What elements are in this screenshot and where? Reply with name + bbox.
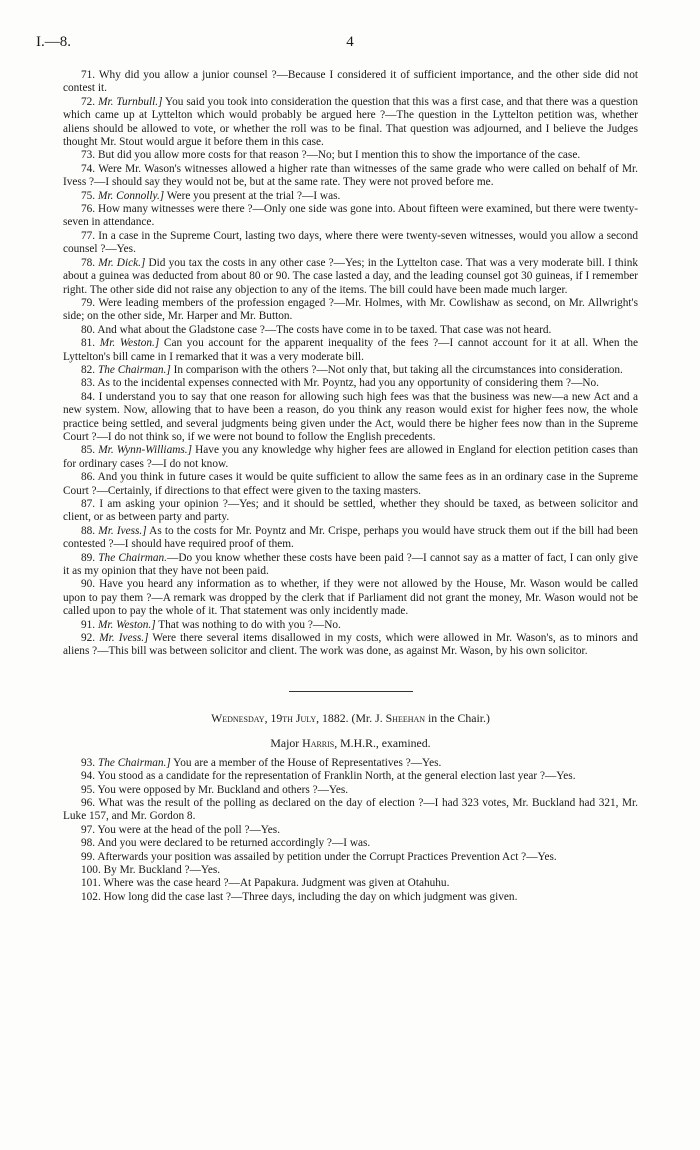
- evidence-paragraph: [63, 578, 638, 618]
- question-number: 88.: [81, 524, 99, 537]
- evidence-paragraph: [63, 337, 638, 364]
- paragraph-text: 99. Afterwards your position was assailed by petition under the Corrupt Practices Prevention Act ?—Yes.: [81, 850, 557, 863]
- section-divider: [289, 691, 413, 692]
- paragraph-text: 95. You were opposed by Mr. Buckland and others ?—Yes.: [81, 783, 349, 796]
- paragraph-text: 87. I am asking your opinion ?—Yes; and it should be settled, whether they should be taxed, as between solicitor and client, or as between party and party.: [63, 498, 638, 524]
- question-number: 85.: [81, 444, 99, 457]
- evidence-paragraph: [63, 837, 638, 850]
- evidence-paragraph: [63, 864, 638, 877]
- question-number: 78.: [81, 256, 99, 269]
- paragraph-text: 71. Why did you allow a junior counsel ?—Because I considered it of sufficient importance, and the other side did not contest it.: [63, 69, 638, 95]
- evidence-paragraph: [63, 149, 638, 162]
- witness-prefix: Major: [270, 736, 303, 751]
- question-number: 89.: [81, 551, 99, 564]
- evidence-paragraph: [63, 391, 638, 445]
- evidence-paragraph: [63, 632, 638, 659]
- paragraph-text: 98. And you were declared to be returned accordingly ?—I was.: [81, 837, 371, 850]
- speaker-name: The Chairman.]: [97, 756, 171, 769]
- paragraph-text: 76. How many witnesses were there ?—Only one side was gone into. About fifteen were examined, but there were twenty-seven in attendance.: [63, 203, 638, 229]
- speaker-name: Mr. Weston.]: [99, 337, 160, 350]
- evidence-paragraph: [63, 324, 638, 337]
- paragraph-text: 101. Where was the case heard ?—At Papakura. Judgment was given at Otahuhu.: [81, 877, 450, 890]
- witness-heading: [63, 737, 638, 750]
- question-number: 75.: [81, 189, 98, 202]
- paragraph-text: 84. I understand you to say that one reason for allowing such high fees was that the business was new—a new Act and a new system. Now, allowing that to have been a reason, do you think any reason would exist for higher fees now, the whole practice being settled, and several judgments being given under the Act, would there be higher fees now than in the Supreme Court ?—I do not think so, if we were not bound to follow the English precedents.: [63, 390, 638, 443]
- paragraph-text: Have you any knowledge why higher fees are allowed in England for election petition cases than for ordinary cases ?—I do not know.: [63, 444, 639, 470]
- question-number: 72.: [81, 95, 99, 108]
- paragraph-text: 86. And you think in future cases it would be quite sufficient to allow the same fees as in an ordinary case in the Supreme Court ?—Certainly, if directions to that effect were given to the taxing masters.: [63, 471, 638, 497]
- evidence-paragraph: [63, 770, 638, 783]
- speaker-name: Mr. Weston.]: [97, 618, 156, 631]
- evidence-paragraph: [63, 203, 638, 230]
- evidence-paragraph: [63, 471, 638, 498]
- session-chair-name: Sheehan: [385, 710, 426, 725]
- evidence-paragraph: [63, 619, 638, 632]
- question-number: 93.: [81, 756, 98, 769]
- question-number: 81.: [81, 337, 100, 350]
- paragraph-text: In comparison with the others ?—Not only that, but taking all the circumstances into consideration.: [170, 363, 623, 376]
- paragraph-text: 100. By Mr. Buckland ?—Yes.: [81, 863, 221, 876]
- evidence-paragraph: [63, 552, 638, 579]
- speaker-name: Mr. Wynn-Williams.]: [98, 444, 192, 457]
- paper-reference: I.—8.: [36, 34, 71, 50]
- speaker-name: The Chairman.: [98, 551, 168, 564]
- evidence-paragraphs-top: [63, 69, 638, 659]
- speaker-name: Mr. Turnbull.]: [98, 95, 163, 108]
- evidence-paragraph: [63, 190, 638, 203]
- paragraph-text: You are a member of the House of Representatives ?—Yes.: [170, 756, 442, 769]
- question-number: 91.: [81, 618, 98, 631]
- evidence-paragraph: [63, 257, 638, 297]
- speaker-name: The Chairman.]: [97, 363, 171, 376]
- paragraph-text: Can you account for the apparent inequality of the fees ?—I cannot account for it at all. When the Lyttelton's bill came in I remarked that it was a very moderate bill.: [63, 337, 638, 363]
- evidence-paragraph: [63, 525, 638, 552]
- evidence-paragraph: [63, 498, 638, 525]
- question-number: 82.: [81, 363, 98, 376]
- paragraph-text: Did you tax the costs in any other case ?—Yes; in the Lyttelton case. That was a very moderate bill. I think about a guinea was deducted from about 80 or 90. The case lasted a day, and the leading counsel got 30 guineas, if I remember right. The other side did not raise any objection to any of the items. The bill could have been made much larger.: [63, 256, 638, 296]
- evidence-paragraph: [63, 297, 638, 324]
- paragraph-text: 83. As to the incidental expenses connected with Mr. Poyntz, had you any opportunity of considering them ?—No.: [81, 377, 599, 390]
- witness-suffix: , M.H.R., examined.: [334, 736, 431, 751]
- evidence-paragraph: [63, 69, 638, 96]
- evidence-paragraph: [63, 364, 638, 377]
- paragraph-text: 94. You stood as a candidate for the representation of Franklin North, at the general election last year ?—Yes.: [81, 770, 576, 783]
- paragraph-text: 79. Were leading members of the profession engaged ?—Mr. Holmes, with Mr. Cowlishaw as second, on Mr. Allwright's side; on the other side, Mr. Harper and Mr. Button.: [63, 296, 638, 323]
- paragraph-text: 97. You were at the head of the poll ?—Yes.: [81, 823, 281, 836]
- session-day: Wednesday: [211, 710, 265, 725]
- paragraph-text: 90. Have you heard any information as to whether, if they were not allowed by the House, Mr. Wason would be called upon to pay them ?—A remark was dropped by the clerk that if Parliament did not grant the money, Mr. Wason would not be called upon to pay the whole of it. That statement was only incidently made.: [63, 578, 638, 618]
- evidence-paragraph: [63, 377, 638, 390]
- evidence-paragraph: [63, 230, 638, 257]
- speaker-name: Mr. Dick.]: [98, 256, 146, 269]
- session-year: , 1882. (Mr. J.: [316, 710, 386, 725]
- paragraph-text: 102. How long did the case last ?—Three days, including the day on which judgment was given.: [81, 890, 518, 903]
- question-number: 92.: [81, 632, 100, 645]
- evidence-paragraph: [63, 96, 638, 150]
- evidence-paragraphs-bottom: [63, 757, 638, 904]
- paragraph-text: 96. What was the result of the polling as declared on the day of election ?—I had 323 votes, Mr. Buckland had 321, Mr. Luke 157, and Mr. Gordon 8.: [63, 796, 638, 823]
- speaker-name: Mr. Ivess.]: [99, 632, 149, 645]
- paragraph-text: Were you present at the trial ?—I was.: [164, 189, 341, 202]
- evidence-paragraph: [63, 797, 638, 824]
- evidence-paragraph: [63, 824, 638, 837]
- witness-name: Harris: [302, 736, 335, 751]
- paragraph-text: As to the costs for Mr. Poyntz and Mr. Crispe, perhaps you would have struck them out if the bill had been contested ?—I should have required proof of them.: [63, 524, 638, 551]
- paragraph-text: That was nothing to do with you ?—No.: [155, 618, 341, 631]
- session-chair-close: in the Chair.): [425, 710, 490, 725]
- evidence-paragraph: [63, 784, 638, 797]
- paragraph-text: Were there several items disallowed in my costs, which were allowed in Mr. Wason's, as to minors and aliens ?—This bill was between solicitor and client. The work was done, as against Mr. Wason, by his own solicitor.: [63, 632, 638, 658]
- session-heading: [63, 712, 638, 725]
- evidence-paragraph: [63, 163, 638, 190]
- evidence-paragraph: [63, 444, 638, 471]
- paragraph-text: You said you took into consideration the question that this was a first case, and that there was a question which came up at Lyttelton which would probably be argued here ?—The question in the Lyttelton petition was, whether aliens should be allowed to vote, or whether the roll was to be final. That question was adjourned, and I believe the Judges thought Mr. Stout would argue it before them in this case.: [63, 95, 638, 149]
- page-number: 4: [346, 34, 354, 50]
- speaker-name: Mr. Connolly.]: [97, 189, 165, 202]
- evidence-paragraph: [63, 757, 638, 770]
- paragraph-text: —Do you know whether these costs have been paid ?—I cannot say as a matter of fact, I can only give it as my opinion that they have not been paid.: [63, 551, 638, 578]
- paragraph-text: 77. In a case in the Supreme Court, lasting two days, where there were twenty-seven witnesses, would you allow a second counsel ?—Yes.: [63, 229, 638, 256]
- paragraph-text: 74. Were Mr. Wason's witnesses allowed a higher rate than witnesses of the same grade who were called on behalf of Mr. Ivess ?—I should say they would not be, but at the same rate. They were not proved before me.: [63, 162, 638, 189]
- session-date: , 19th July: [264, 710, 317, 725]
- evidence-paragraph: [63, 891, 638, 904]
- evidence-paragraph: [63, 877, 638, 890]
- page-body: [63, 69, 638, 904]
- paragraph-text: 73. But did you allow more costs for that reason ?—No; but I mention this to show the importance of the case.: [81, 149, 581, 162]
- evidence-paragraph: [63, 851, 638, 864]
- paragraph-text: 80. And what about the Gladstone case ?—The costs have come in to be taxed. That case was not heard.: [81, 323, 552, 336]
- speaker-name: Mr. Ivess.]: [98, 524, 147, 537]
